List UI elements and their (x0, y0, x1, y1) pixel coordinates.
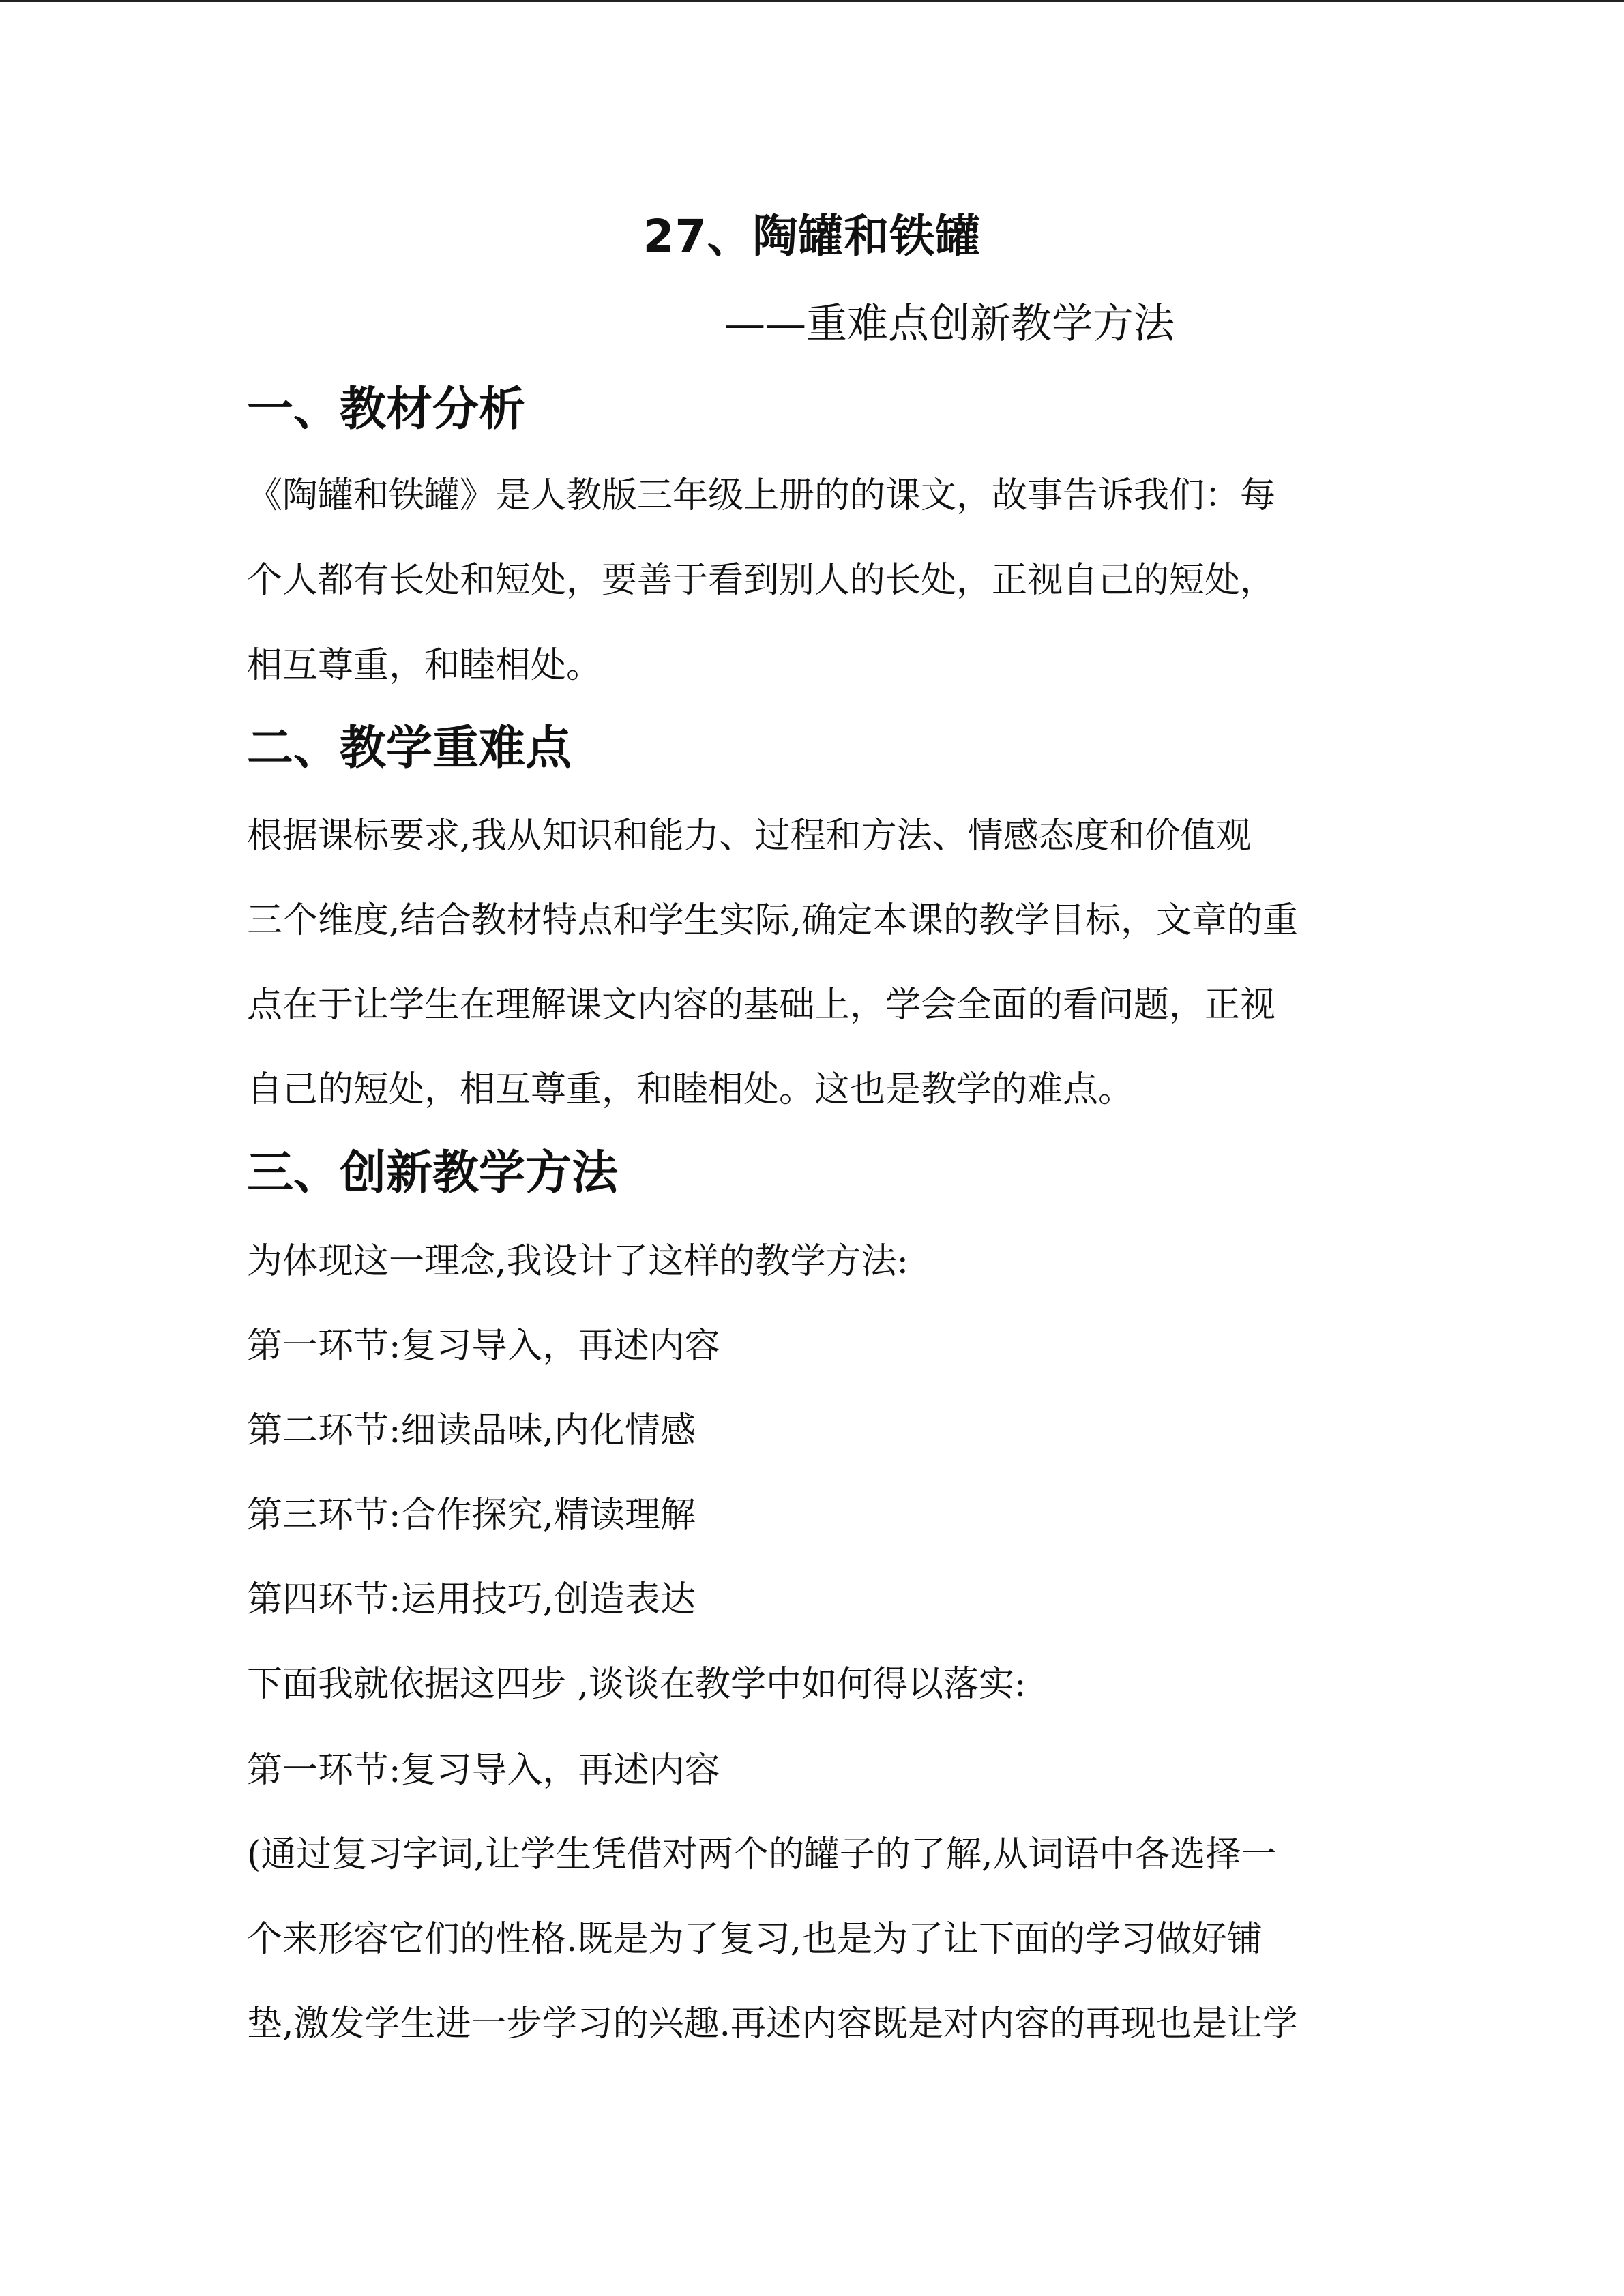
document-title: 27、陶罐和铁罐 (643, 210, 981, 263)
paragraph-line: 第四环节:运用技巧,创造表达 (247, 1579, 696, 1620)
section-heading-textbook-analysis: 一、教材分析 (247, 383, 526, 436)
paragraph-line: (通过复习字词,让学生凭借对两个的罐子的了解,从词语中各选择一 (247, 1834, 1277, 1875)
paragraph-line: 《陶罐和铁罐》是人教版三年级上册的的课文，故事告诉我们：每 (247, 475, 1276, 516)
section-heading-teaching-methods: 三、创新教学方法 (247, 1146, 619, 1200)
paragraph-line: 下面我就依据这四步 ,谈谈在教学中如何得以落实: (247, 1664, 1027, 1705)
paragraph-line: 点在于让学生在理解课文内容的基础上，学会全面的看问题，正视 (247, 985, 1276, 1026)
paragraph-line: 第二环节:细读品味,内化情感 (247, 1410, 696, 1451)
paragraph-line: 相互尊重，和睦相处。 (247, 645, 602, 686)
document-subtitle: ——重难点创新教学方法 (724, 300, 1175, 348)
paragraph-line: 自己的短处，相互尊重，和睦相处。这也是教学的难点。 (247, 1069, 1134, 1110)
paragraph-line: 第三环节:合作探究,精读理解 (247, 1495, 696, 1536)
paragraph-line: 第一环节:复习导入，再述内容 (247, 1750, 720, 1791)
paragraph-line: 为体现这一理念,我设计了这样的教学方法: (247, 1241, 909, 1282)
paragraph-line: 垫,激发学生进一步学习的兴趣.再述内容既是对内容的再现也是让学 (247, 2003, 1299, 2044)
paragraph-line: 根据课标要求,我从知识和能力、过程和方法、情感态度和价值观 (247, 816, 1252, 856)
paragraph-line: 三个维度,结合教材特点和学生实际,确定本课的教学目标，文章的重 (247, 900, 1299, 941)
paragraph-line: 个来形容它们的性格.既是为了复习,也是为了让下面的学习做好铺 (247, 1919, 1263, 1960)
section-heading-key-difficulties: 二、教学重难点 (247, 721, 572, 775)
paragraph-line: 第一环节:复习导入，再述内容 (247, 1326, 720, 1367)
paragraph-line: 个人都有长处和短处，要善于看到别人的长处，正视自己的短处， (247, 560, 1276, 601)
